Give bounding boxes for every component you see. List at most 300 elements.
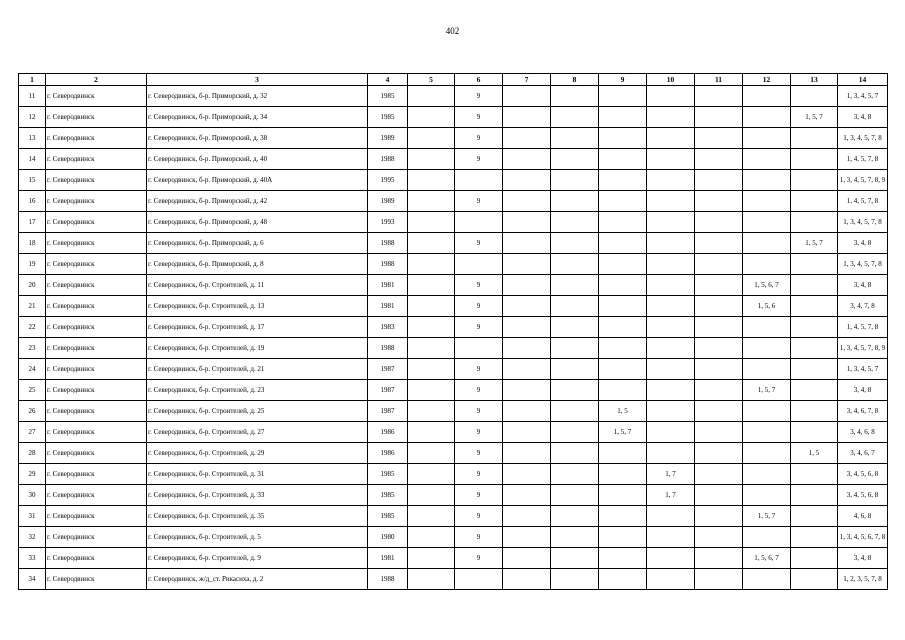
col5-cell (408, 569, 455, 590)
col6-cell: 9 (455, 422, 503, 443)
col14-cell: 1, 3, 4, 5, 7, 8 (838, 128, 888, 149)
col7-cell (503, 275, 551, 296)
address-cell: г. Северодвинск, б-р. Строителей, д. 27 (147, 422, 368, 443)
col12-cell (743, 191, 791, 212)
table-row (19, 275, 888, 296)
year-cell: 1985 (368, 485, 408, 506)
col9-cell (599, 233, 647, 254)
settlement-cell: г. Северодвинск (46, 443, 147, 464)
col10-cell: 1, 7 (647, 485, 695, 506)
col8-cell (551, 422, 599, 443)
col10-cell (647, 380, 695, 401)
col14-cell: 3, 4, 5, 6, 8 (838, 485, 888, 506)
col7-cell (503, 422, 551, 443)
col10-cell (647, 233, 695, 254)
col14-cell: 3, 4, 6, 7, 8 (838, 401, 888, 422)
col8-cell (551, 128, 599, 149)
address-cell: г. Северодвинск, б-р. Приморский, д. 38 (147, 128, 368, 149)
col13-cell (791, 485, 838, 506)
settlement-cell: г. Северодвинск (46, 254, 147, 275)
col6-cell: 9 (455, 464, 503, 485)
year-cell: 1993 (368, 212, 408, 233)
column-header-11: 11 (695, 74, 743, 86)
col9-cell (599, 317, 647, 338)
year-cell: 1980 (368, 527, 408, 548)
table-row (19, 296, 888, 317)
settlement-cell: г. Северодвинск (46, 128, 147, 149)
row-number: 30 (19, 485, 46, 506)
col5-cell (408, 128, 455, 149)
column-header-2: 2 (46, 74, 147, 86)
column-header-10: 10 (647, 74, 695, 86)
col9-cell (599, 86, 647, 107)
column-header-12: 12 (743, 74, 791, 86)
year-cell: 1987 (368, 401, 408, 422)
table-row (19, 443, 888, 464)
col9-cell: 1, 5 (599, 401, 647, 422)
column-header-9: 9 (599, 74, 647, 86)
column-header-4: 4 (368, 74, 408, 86)
address-cell: г. Северодвинск, б-р. Приморский, д. 42 (147, 191, 368, 212)
table-row (19, 317, 888, 338)
col14-cell: 1, 4, 5, 7, 8 (838, 149, 888, 170)
table-row (19, 548, 888, 569)
row-number: 22 (19, 317, 46, 338)
col5-cell (408, 338, 455, 359)
year-cell: 1983 (368, 317, 408, 338)
col13-cell (791, 296, 838, 317)
settlement-cell: г. Северодвинск (46, 275, 147, 296)
col13-cell (791, 275, 838, 296)
col9-cell (599, 254, 647, 275)
year-cell: 1988 (368, 254, 408, 275)
col7-cell (503, 548, 551, 569)
col12-cell (743, 569, 791, 590)
table-row (19, 233, 888, 254)
address-cell: г. Северодвинск, б-р. Строителей, д. 33 (147, 485, 368, 506)
col10-cell (647, 422, 695, 443)
col11-cell (695, 464, 743, 485)
col11-cell (695, 128, 743, 149)
address-cell: г. Северодвинск, б-р. Строителей, д. 9 (147, 548, 368, 569)
col8-cell (551, 380, 599, 401)
col5-cell (408, 149, 455, 170)
col12-cell: 1, 5, 7 (743, 380, 791, 401)
col11-cell (695, 380, 743, 401)
col10-cell (647, 107, 695, 128)
col11-cell (695, 359, 743, 380)
address-cell: г. Северодвинск, б-р. Строителей, д. 17 (147, 317, 368, 338)
settlement-cell: г. Северодвинск (46, 527, 147, 548)
col13-cell (791, 149, 838, 170)
col10-cell (647, 506, 695, 527)
col8-cell (551, 527, 599, 548)
row-number: 17 (19, 212, 46, 233)
col8-cell (551, 254, 599, 275)
col10-cell (647, 569, 695, 590)
col13-cell (791, 191, 838, 212)
address-cell: г. Северодвинск, б-р. Строителей, д. 5 (147, 527, 368, 548)
header-row (19, 74, 888, 86)
col5-cell (408, 107, 455, 128)
year-cell: 1988 (368, 233, 408, 254)
col7-cell (503, 359, 551, 380)
col8-cell (551, 86, 599, 107)
col13-cell (791, 422, 838, 443)
settlement-cell: г. Северодвинск (46, 401, 147, 422)
table-row (19, 464, 888, 485)
table-row (19, 191, 888, 212)
col10-cell (647, 128, 695, 149)
col6-cell: 9 (455, 548, 503, 569)
col8-cell (551, 296, 599, 317)
col13-cell (791, 170, 838, 191)
address-cell: г. Северодвинск, б-р. Приморский, д. 32 (147, 86, 368, 107)
col10-cell (647, 359, 695, 380)
col12-cell (743, 359, 791, 380)
settlement-cell: г. Северодвинск (46, 569, 147, 590)
col11-cell (695, 422, 743, 443)
year-cell: 1985 (368, 86, 408, 107)
col8-cell (551, 275, 599, 296)
column-header-6: 6 (455, 74, 503, 86)
col14-cell: 1, 2, 3, 5, 7, 8 (838, 569, 888, 590)
col5-cell (408, 86, 455, 107)
col10-cell (647, 191, 695, 212)
table-row (19, 212, 888, 233)
col7-cell (503, 254, 551, 275)
col7-cell (503, 107, 551, 128)
col13-cell (791, 359, 838, 380)
col13-cell (791, 254, 838, 275)
year-cell: 1988 (368, 569, 408, 590)
row-number: 14 (19, 149, 46, 170)
col5-cell (408, 212, 455, 233)
data-table (18, 73, 888, 590)
column-header-1: 1 (19, 74, 46, 86)
year-cell: 1986 (368, 422, 408, 443)
col9-cell (599, 212, 647, 233)
col9-cell (599, 548, 647, 569)
address-cell: г. Северодвинск, б-р. Приморский, д. 34 (147, 107, 368, 128)
col5-cell (408, 485, 455, 506)
col10-cell (647, 443, 695, 464)
settlement-cell: г. Северодвинск (46, 296, 147, 317)
settlement-cell: г. Северодвинск (46, 359, 147, 380)
column-header-3: 3 (147, 74, 368, 86)
table-row (19, 569, 888, 590)
col6-cell: 9 (455, 443, 503, 464)
table-row (19, 254, 888, 275)
col5-cell (408, 422, 455, 443)
col5-cell (408, 380, 455, 401)
col9-cell (599, 191, 647, 212)
year-cell: 1987 (368, 359, 408, 380)
year-cell: 1985 (368, 464, 408, 485)
col5-cell (408, 359, 455, 380)
col6-cell: 9 (455, 317, 503, 338)
col11-cell (695, 338, 743, 359)
col7-cell (503, 464, 551, 485)
col13-cell (791, 464, 838, 485)
table-row (19, 527, 888, 548)
settlement-cell: г. Северодвинск (46, 191, 147, 212)
table-row (19, 422, 888, 443)
col9-cell (599, 359, 647, 380)
col5-cell (408, 548, 455, 569)
col11-cell (695, 485, 743, 506)
col7-cell (503, 338, 551, 359)
settlement-cell: г. Северодвинск (46, 506, 147, 527)
col12-cell: 1, 5, 7 (743, 506, 791, 527)
col12-cell: 1, 5, 6, 7 (743, 548, 791, 569)
col11-cell (695, 317, 743, 338)
col12-cell (743, 86, 791, 107)
table-row (19, 485, 888, 506)
year-cell: 1989 (368, 191, 408, 212)
address-cell: г. Северодвинск, б-р. Строителей, д. 31 (147, 464, 368, 485)
col14-cell: 1, 3, 4, 5, 7, 8, 9 (838, 338, 888, 359)
col9-cell (599, 506, 647, 527)
col6-cell (455, 170, 503, 191)
col6-cell: 9 (455, 191, 503, 212)
address-cell: г. Северодвинск, б-р. Приморский, д. 40 (147, 149, 368, 170)
col8-cell (551, 569, 599, 590)
year-cell: 1989 (368, 128, 408, 149)
address-cell: г. Северодвинск, б-р. Строителей, д. 29 (147, 443, 368, 464)
col9-cell (599, 527, 647, 548)
col13-cell (791, 548, 838, 569)
col6-cell: 9 (455, 86, 503, 107)
settlement-cell: г. Северодвинск (46, 548, 147, 569)
col6-cell: 9 (455, 149, 503, 170)
year-cell: 1981 (368, 296, 408, 317)
row-number: 32 (19, 527, 46, 548)
address-cell: г. Северодвинск, б-р. Строителей, д. 13 (147, 296, 368, 317)
col5-cell (408, 506, 455, 527)
col6-cell: 9 (455, 296, 503, 317)
col5-cell (408, 317, 455, 338)
col12-cell (743, 527, 791, 548)
col5-cell (408, 275, 455, 296)
col7-cell (503, 527, 551, 548)
col10-cell (647, 296, 695, 317)
col12-cell (743, 149, 791, 170)
address-cell: г. Северодвинск, б-р. Приморский, д. 48 (147, 212, 368, 233)
col12-cell (743, 485, 791, 506)
year-cell: 1986 (368, 443, 408, 464)
col6-cell (455, 212, 503, 233)
col14-cell: 3, 4, 8 (838, 548, 888, 569)
col12-cell (743, 464, 791, 485)
col11-cell (695, 149, 743, 170)
row-number: 27 (19, 422, 46, 443)
row-number: 16 (19, 191, 46, 212)
col6-cell: 9 (455, 275, 503, 296)
year-cell: 1981 (368, 275, 408, 296)
col10-cell (647, 86, 695, 107)
address-cell: г. Северодвинск, б-р. Строителей, д. 11 (147, 275, 368, 296)
col6-cell: 9 (455, 527, 503, 548)
col12-cell (743, 317, 791, 338)
col10-cell (647, 254, 695, 275)
col13-cell (791, 380, 838, 401)
row-number: 20 (19, 275, 46, 296)
col8-cell (551, 464, 599, 485)
page-number: 402 (445, 26, 460, 36)
col7-cell (503, 485, 551, 506)
col7-cell (503, 296, 551, 317)
col13-cell (791, 128, 838, 149)
col8-cell (551, 548, 599, 569)
row-number: 34 (19, 569, 46, 590)
col7-cell (503, 443, 551, 464)
address-cell: г. Северодвинск, б-р. Строителей, д. 21 (147, 359, 368, 380)
col9-cell (599, 149, 647, 170)
column-header-13: 13 (791, 74, 838, 86)
column-header-8: 8 (551, 74, 599, 86)
col11-cell (695, 296, 743, 317)
row-number: 25 (19, 380, 46, 401)
col13-cell (791, 317, 838, 338)
row-number: 24 (19, 359, 46, 380)
col6-cell: 9 (455, 233, 503, 254)
col14-cell: 3, 4, 8 (838, 233, 888, 254)
col12-cell (743, 128, 791, 149)
col13-cell (791, 86, 838, 107)
address-cell: г. Северодвинск, б-р. Строителей, д. 23 (147, 380, 368, 401)
col5-cell (408, 191, 455, 212)
row-number: 19 (19, 254, 46, 275)
col13-cell: 1, 5, 7 (791, 233, 838, 254)
col8-cell (551, 359, 599, 380)
col5-cell (408, 464, 455, 485)
col6-cell: 9 (455, 506, 503, 527)
address-cell: г. Северодвинск, ж/д_ст. Рикасиха, д. 2 (147, 569, 368, 590)
table-row (19, 86, 888, 107)
col12-cell (743, 170, 791, 191)
col14-cell: 1, 3, 4, 5, 7, 8 (838, 212, 888, 233)
col12-cell (743, 107, 791, 128)
table-row (19, 107, 888, 128)
col9-cell (599, 296, 647, 317)
col6-cell: 9 (455, 401, 503, 422)
col8-cell (551, 506, 599, 527)
col9-cell (599, 338, 647, 359)
col10-cell: 1, 7 (647, 464, 695, 485)
col14-cell: 3, 4, 7, 8 (838, 296, 888, 317)
address-cell: г. Северодвинск, б-р. Приморский, д. 8 (147, 254, 368, 275)
col12-cell (743, 401, 791, 422)
settlement-cell: г. Северодвинск (46, 212, 147, 233)
col12-cell: 1, 5, 6, 7 (743, 275, 791, 296)
table-row (19, 359, 888, 380)
col12-cell (743, 212, 791, 233)
column-header-14: 14 (838, 74, 888, 86)
col8-cell (551, 317, 599, 338)
col14-cell: 1, 4, 5, 7, 8 (838, 191, 888, 212)
year-cell: 1988 (368, 338, 408, 359)
col11-cell (695, 506, 743, 527)
col9-cell (599, 128, 647, 149)
col11-cell (695, 212, 743, 233)
col14-cell: 3, 4, 8 (838, 380, 888, 401)
col7-cell (503, 191, 551, 212)
col13-cell: 1, 5, 7 (791, 107, 838, 128)
settlement-cell: г. Северодвинск (46, 86, 147, 107)
col10-cell (647, 149, 695, 170)
col8-cell (551, 338, 599, 359)
table-row (19, 338, 888, 359)
col8-cell (551, 401, 599, 422)
col14-cell: 1, 3, 4, 5, 7, 8 (838, 254, 888, 275)
col6-cell: 9 (455, 107, 503, 128)
col13-cell (791, 212, 838, 233)
col7-cell (503, 212, 551, 233)
col13-cell (791, 569, 838, 590)
settlement-cell: г. Северодвинск (46, 380, 147, 401)
settlement-cell: г. Северодвинск (46, 464, 147, 485)
col13-cell: 1, 5 (791, 443, 838, 464)
col10-cell (647, 548, 695, 569)
col8-cell (551, 443, 599, 464)
col8-cell (551, 107, 599, 128)
col5-cell (408, 401, 455, 422)
settlement-cell: г. Северодвинск (46, 107, 147, 128)
col9-cell (599, 170, 647, 191)
table-row (19, 380, 888, 401)
row-number: 15 (19, 170, 46, 191)
col8-cell (551, 149, 599, 170)
col14-cell: 1, 3, 4, 5, 7 (838, 359, 888, 380)
col8-cell (551, 485, 599, 506)
col14-cell: 3, 4, 5, 6, 8 (838, 464, 888, 485)
col13-cell (791, 338, 838, 359)
col6-cell: 9 (455, 128, 503, 149)
col12-cell: 1, 5, 6 (743, 296, 791, 317)
col8-cell (551, 191, 599, 212)
address-cell: г. Северодвинск, б-р. Строителей, д. 35 (147, 506, 368, 527)
table-row (19, 149, 888, 170)
table-row (19, 506, 888, 527)
col11-cell (695, 443, 743, 464)
column-header-5: 5 (408, 74, 455, 86)
column-header-7: 7 (503, 74, 551, 86)
col14-cell: 3, 4, 6, 8 (838, 422, 888, 443)
settlement-cell: г. Северодвинск (46, 233, 147, 254)
col14-cell: 3, 4, 6, 7 (838, 443, 888, 464)
col13-cell (791, 401, 838, 422)
col11-cell (695, 527, 743, 548)
col14-cell: 1, 4, 5, 7, 8 (838, 317, 888, 338)
col5-cell (408, 170, 455, 191)
col14-cell: 4, 6, 8 (838, 506, 888, 527)
year-cell: 1995 (368, 170, 408, 191)
col11-cell (695, 107, 743, 128)
settlement-cell: г. Северодвинск (46, 149, 147, 170)
table-row (19, 401, 888, 422)
col14-cell: 1, 3, 4, 5, 7, 8, 9 (838, 170, 888, 191)
col10-cell (647, 401, 695, 422)
col14-cell: 3, 4, 8 (838, 275, 888, 296)
col8-cell (551, 170, 599, 191)
col7-cell (503, 233, 551, 254)
col7-cell (503, 128, 551, 149)
col10-cell (647, 170, 695, 191)
col9-cell (599, 380, 647, 401)
col8-cell (551, 233, 599, 254)
col9-cell (599, 275, 647, 296)
